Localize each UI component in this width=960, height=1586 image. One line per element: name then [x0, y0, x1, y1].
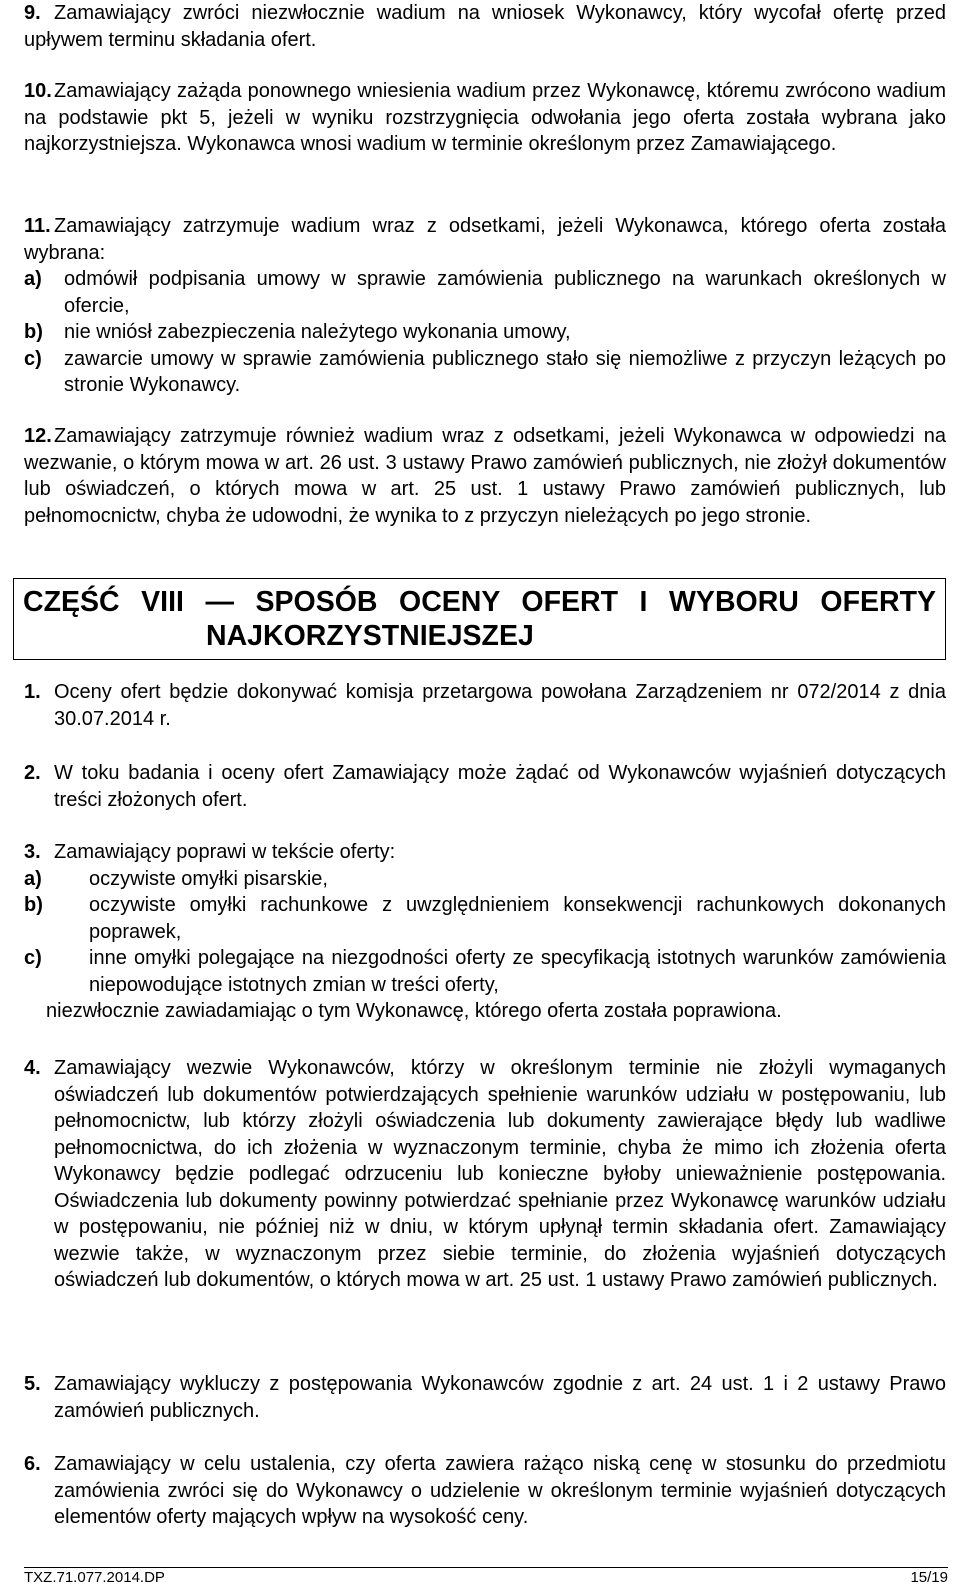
item-text: Zamawiający zwróci niezwłocznie wadium na wniosek Wykonawcy, który wycofał ofertę przed upływem terminu składania ofert. [24, 2, 946, 51]
item-text: Zamawiający zatrzymuje również wadium wraz z odsetkami, jeżeli Wykonawca w odpowiedzi na wezwanie, o którym mowa w art. 26 ust. 3 ustawy Prawo zamówień publicznych, nie złożył dokumentów lub oświadczeń, o których mowa w art. 25 ust. 1 ustawy Prawo zamówień publicznych, lub pełnomocnictw, chyba że udowodni, że wynika to z przyczyn nieleżących po jego stronie. [24, 425, 946, 527]
list-item [24, 1451, 946, 1531]
footer-doc-ref: TXZ.71.077.2014.DP [24, 1569, 165, 1586]
section-heading-line2: NAJKORZYSTNIEJSZEJ [206, 620, 534, 652]
item-text: Zamawiający wykluczy z postępowania Wykonawców zgodnie z art. 24 ust. 1 i 2 ustawy Prawo zamówień publicznych. [54, 1373, 946, 1422]
item-text: Oceny ofert będzie dokonywać komisja przetargowa powołana Zarządzeniem nr 072/2014 z dnia 30.07.2014 r. [54, 681, 946, 730]
sub-item-text: zawarcie umowy w sprawie zamówienia publicznego stało się niemożliwe z przyczyn leżących po stronie Wykonawcy. [64, 347, 946, 396]
sub-item-text: oczywiste omyłki pisarskie, [89, 867, 328, 890]
sub-item-label: a) [24, 867, 42, 890]
list-item [24, 1055, 946, 1294]
list-item [24, 0, 946, 53]
section-heading-line1: CZĘŚĆ VIII — SPOSÓB OCENY OFERT I WYBORU OFERTY [23, 586, 936, 618]
item-number: 1. [24, 681, 41, 703]
sub-item-label: c) [24, 347, 42, 370]
sub-item [24, 266, 946, 319]
footer-divider [24, 1567, 948, 1568]
item-number: 4. [24, 1057, 41, 1079]
section-heading [13, 578, 946, 660]
sub-item-text: nie wniósł zabezpieczenia należytego wykonania umowy, [64, 321, 571, 343]
item-number: 12. [24, 425, 52, 447]
sub-item [24, 945, 946, 998]
item-text: W toku badania i oceny ofert Zamawiający może żądać od Wykonawców wyjaśnień dotyczących treści złożonych ofert. [54, 762, 946, 811]
sub-item-label: c) [24, 947, 42, 969]
sub-item [24, 346, 946, 399]
list-item [24, 679, 946, 732]
item-trailing-text: niezwłocznie zawiadamiając o tym Wykonawcę, którego oferta została poprawiona. [46, 1000, 782, 1022]
sub-item-text: odmówił podpisania umowy w sprawie zamówienia publicznego na warunkach określonych w ofercie, [64, 268, 946, 317]
sub-item [24, 319, 946, 346]
item-number: 6. [24, 1453, 41, 1475]
footer-page-number: 15/19 [910, 1569, 948, 1586]
list-item [24, 839, 946, 1025]
item-text: Zamawiający zatrzymuje wadium wraz z odsetkami, jeżeli Wykonawca, którego oferta została wybrana: [24, 215, 946, 264]
item-number: 9. [24, 2, 41, 24]
item-text: Zamawiający w celu ustalenia, czy oferta zawiera rażąco niską cenę w stosunku do przedmiotu zamówienia zwróci się do Wykonawcy o udzielenie w określonym terminie wyjaśnień dotyczących elementów oferty mających wpływ na wysokość ceny. [54, 1453, 946, 1528]
sub-item-label: b) [24, 894, 43, 916]
list-item [24, 213, 946, 399]
item-text: Zamawiający wezwie Wykonawców, którzy w określonym terminie nie złożyli wymaganych oświadczeń lub dokumentów potwierdzających spełnienie warunków udziału w postępowaniu, lub pełnomocnictw, lub którzy złożyli oświadczenia lub dokumenty zawierające błędy lub wadliwe pełnomocnictwa, do ich złożenia w wyznaczonym terminie, chyba że mimo ich złożenia oferta Wykonawcy będzie podlegać odrzuceniu lub konieczne byłoby unieważnienie postępowania. Oświadczenia lub dokumenty powinny potwierdzać spełnianie przez Wykonawcę warunków udziału w postępowaniu, nie później niż w dniu, w którym upłynął termin składania ofert. Zamawiający wezwie także, w wyznaczonym przez siebie terminie, do złożenia wyjaśnień dotyczących oświadczeń lub dokumentów, o których mowa w art. 25 ust. 1 ustawy Prawo zamówień publicznych. [54, 1057, 946, 1291]
sub-item [24, 892, 946, 945]
list-item [24, 423, 946, 529]
sub-item [24, 866, 946, 893]
item-text: Zamawiający poprawi w tekście oferty: [54, 841, 396, 863]
item-number: 11. [24, 215, 51, 237]
item-text: Zamawiający zażąda ponownego wniesienia wadium przez Wykonawcę, któremu zwrócono wadium na podstawie pkt 5, jeżeli w wyniku rozstrzygnięcia odwołania jego oferta została wybrana jako najkorzystniejsza. Wykonawca wnosi wadium w terminie określonym przez Zamawiającego. [24, 80, 946, 155]
list-item [24, 78, 946, 158]
sub-item-text: inne omyłki polegające na niezgodności oferty ze specyfikacją istotnych warunków zamówienia niepowodujące istotnych zmian w treści oferty, [89, 947, 946, 996]
sub-item-label: b) [24, 321, 43, 343]
item-number: 5. [24, 1373, 41, 1395]
list-item [24, 1371, 946, 1424]
item-number: 2. [24, 762, 41, 784]
list-item [24, 760, 946, 813]
sub-item-text: oczywiste omyłki rachunkowe z uwzględnieniem konsekwencji rachunkowych dokonanych poprawek, [89, 894, 946, 943]
item-number: 10. [24, 80, 52, 102]
sub-item-label: a) [24, 268, 42, 290]
item-number: 3. [24, 841, 41, 863]
